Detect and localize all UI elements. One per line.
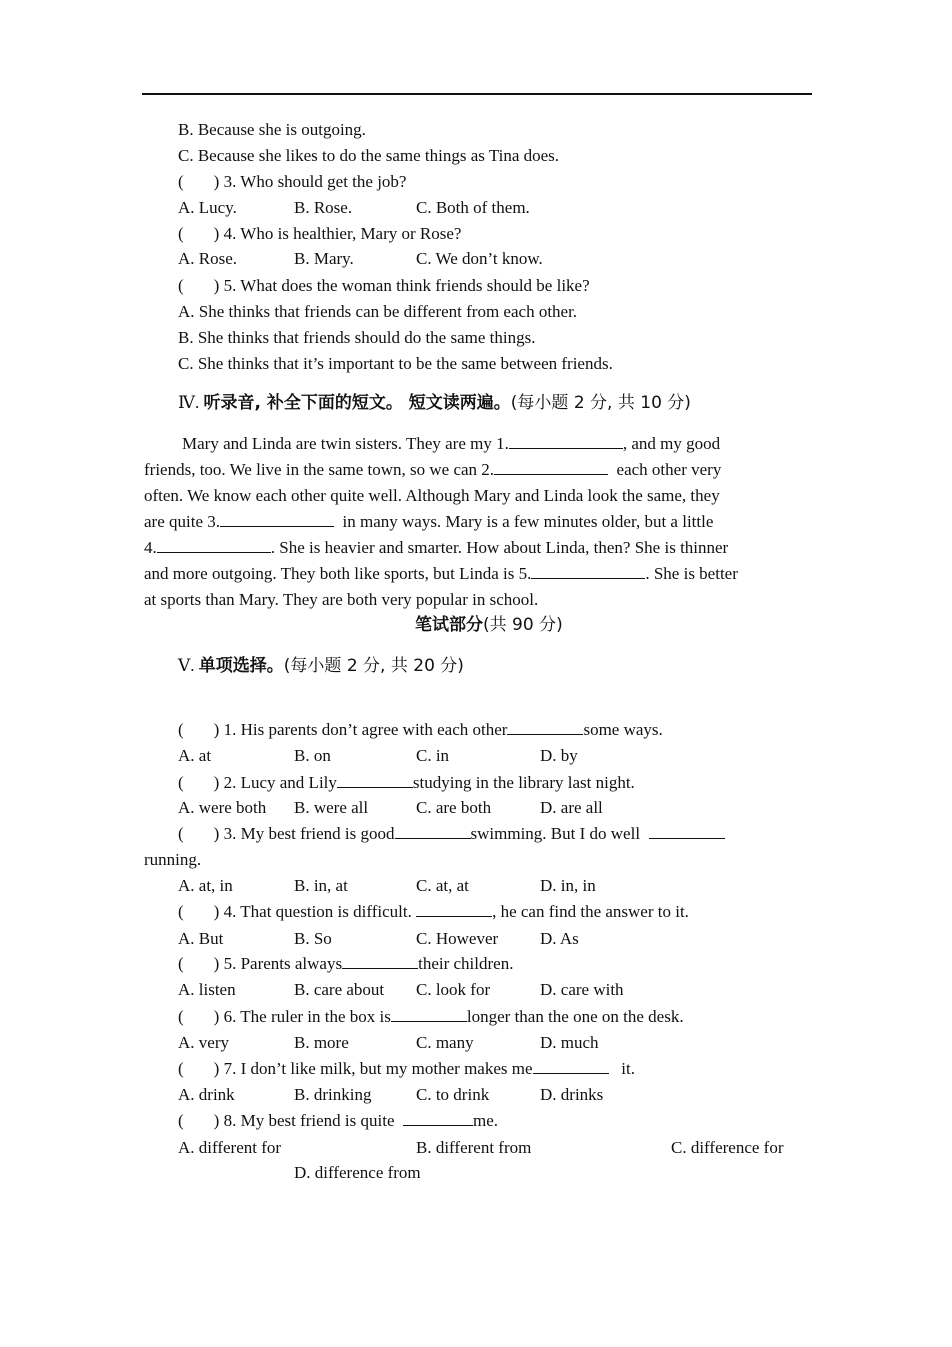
mc-q8-option-d: D. difference from xyxy=(294,1163,421,1182)
passage-line-2 xyxy=(144,459,721,481)
option-a: A. Rose. xyxy=(178,249,238,268)
option-a: A. But xyxy=(178,929,224,948)
question-stem: ) 4. That question is difficult. xyxy=(213,902,412,921)
passage-text: . She is heavier and smarter. How about Linda, then? She is thinner xyxy=(270,538,729,557)
section5-heading xyxy=(178,655,464,677)
passage-text: Mary and Linda are twin sisters. They are my 1. xyxy=(182,434,509,453)
option-d: D. As xyxy=(540,929,579,948)
option-a: A. listen xyxy=(178,980,236,999)
section-score: (每小题 2 分, 共 20 分) xyxy=(283,656,464,676)
passage-line-3: often. We know each other quite well. Although Mary and Linda look the same, they xyxy=(144,486,720,505)
written-part-score: (共 90 分) xyxy=(483,615,563,635)
passage-text: are quite 3. xyxy=(144,512,220,531)
passage-line-1 xyxy=(182,433,720,455)
written-part-heading xyxy=(415,614,563,636)
listening-q3 xyxy=(178,171,406,193)
answer-paren: ( xyxy=(178,1111,184,1130)
mc-q3 xyxy=(178,823,725,845)
header-rule xyxy=(142,93,812,95)
question-stem: studying in the library last night. xyxy=(412,773,635,792)
answer-blank[interactable] xyxy=(342,954,418,969)
option-b: B. on xyxy=(294,746,331,765)
answer-blank-2[interactable] xyxy=(494,460,608,475)
option-d: D. care with xyxy=(540,980,624,999)
question-stem: ) 5. What does the woman think friends should be like? xyxy=(213,276,590,295)
passage-text: in many ways. Mary is a few minutes older, but a little xyxy=(342,512,714,531)
option-d: D. are all xyxy=(540,798,603,817)
option-c: C. Both of them. xyxy=(416,198,530,217)
option-a: A. were both xyxy=(178,798,267,817)
option-d: D. drinks xyxy=(540,1085,604,1104)
mc-q4 xyxy=(178,901,689,923)
section-score: (每小题 2 分, 共 10 分) xyxy=(510,393,691,413)
question-stem: their children. xyxy=(418,954,514,973)
option-d: D. much xyxy=(540,1033,599,1052)
option-c: C. many xyxy=(416,1033,474,1052)
listening-q5-option-c: C. She thinks that it’s important to be the same between friends. xyxy=(178,354,613,373)
option-b: B. more xyxy=(294,1033,349,1052)
passage-text: 4. xyxy=(144,538,157,557)
option-b: B. drinking xyxy=(294,1085,372,1104)
answer-paren: ( xyxy=(178,1059,184,1078)
mc-q6 xyxy=(178,1006,684,1028)
listening-q5-option-a: A. She thinks that friends can be different from each other. xyxy=(178,302,578,321)
question-stem: ) 7. I don’t like milk, but my mother makes me xyxy=(213,1059,533,1078)
answer-blank-5[interactable] xyxy=(531,564,645,579)
q2-option-c: C. Because she likes to do the same things as Tina does. xyxy=(178,146,560,165)
passage-text: and more outgoing. They both like sports, but Linda is 5. xyxy=(144,564,532,583)
answer-paren: ( xyxy=(178,902,184,921)
question-stem: ) 1. His parents don’t agree with each other xyxy=(213,720,508,739)
q2-option-b: B. Because she is outgoing. xyxy=(178,120,366,139)
option-b: B. were all xyxy=(294,798,369,817)
mc-q5 xyxy=(178,953,513,975)
question-stem: , he can find the answer to it. xyxy=(492,902,689,921)
option-c: C. to drink xyxy=(416,1085,490,1104)
option-a: A. at xyxy=(178,746,212,765)
listening-q5 xyxy=(178,275,590,297)
passage-text: , and my good xyxy=(622,434,721,453)
option-c: C. in xyxy=(416,746,450,765)
answer-blank-1[interactable] xyxy=(509,434,623,449)
answer-paren: ( xyxy=(178,172,184,191)
option-c: C. However xyxy=(416,929,499,948)
answer-paren: ( xyxy=(178,824,184,843)
option-c: C. look for xyxy=(416,980,491,999)
answer-paren: ( xyxy=(178,1007,184,1026)
option-b: B. in, at xyxy=(294,876,348,895)
answer-paren: ( xyxy=(178,276,184,295)
answer-blank[interactable] xyxy=(395,824,471,839)
section4-heading xyxy=(178,392,691,414)
option-c: C. difference for xyxy=(671,1138,784,1157)
passage-text: . She is better xyxy=(645,564,738,583)
section-title: 单项选择。 xyxy=(198,656,284,676)
option-a: A. different for xyxy=(178,1138,282,1157)
answer-blank[interactable] xyxy=(337,773,413,788)
answer-blank-4[interactable] xyxy=(157,538,271,553)
mc-q8 xyxy=(178,1110,498,1132)
question-stem: ) 5. Parents always xyxy=(213,954,343,973)
answer-paren: ( xyxy=(178,954,184,973)
answer-paren: ( xyxy=(178,224,184,243)
answer-paren: ( xyxy=(178,720,184,739)
question-stem: swimming. But I do well xyxy=(470,824,641,843)
passage-text: friends, too. We live in the same town, so we can 2. xyxy=(144,460,495,479)
question-stem: ) 8. My best friend is quite xyxy=(213,1111,395,1130)
option-c: C. are both xyxy=(416,798,492,817)
option-a: A. drink xyxy=(178,1085,235,1104)
option-d: D. by xyxy=(540,746,578,765)
question-stem: ) 3. My best friend is good xyxy=(213,824,395,843)
option-b: B. Mary. xyxy=(294,249,354,268)
answer-blank[interactable] xyxy=(416,902,492,917)
written-part-title: 笔试部分 xyxy=(415,615,483,635)
question-stem: ) 2. Lucy and Lily xyxy=(213,773,337,792)
mc-q2 xyxy=(178,772,635,794)
question-stem: ) 4. Who is healthier, Mary or Rose? xyxy=(213,224,462,243)
answer-blank[interactable] xyxy=(649,824,725,839)
question-stem: ) 3. Who should get the job? xyxy=(213,172,407,191)
mc-q7 xyxy=(178,1058,635,1080)
section-number: Ⅴ. xyxy=(178,656,195,675)
answer-blank-3[interactable] xyxy=(220,512,334,527)
mc-q8-options xyxy=(178,1137,802,1159)
question-stem: longer than the one on the desk. xyxy=(466,1007,684,1026)
answer-blank[interactable] xyxy=(391,1007,467,1022)
option-b: B. care about xyxy=(294,980,385,999)
option-b: B. different from xyxy=(416,1138,532,1157)
passage-line-7: at sports than Mary. They are both very popular in school. xyxy=(144,590,539,609)
answer-blank[interactable] xyxy=(507,720,583,735)
answer-blank[interactable] xyxy=(403,1111,473,1126)
mc-q3-continued: running. xyxy=(144,850,202,869)
passage-text: each other very xyxy=(616,460,722,479)
option-d: D. in, in xyxy=(540,876,596,895)
passage-line-6 xyxy=(144,563,738,585)
section-number: Ⅳ. xyxy=(178,393,200,412)
question-stem: ) 6. The ruler in the box is xyxy=(213,1007,391,1026)
listening-q5-option-b: B. She thinks that friends should do the same things. xyxy=(178,328,536,347)
question-stem: some ways. xyxy=(583,720,663,739)
listening-q4 xyxy=(178,223,461,245)
answer-blank[interactable] xyxy=(533,1059,609,1074)
passage-line-5 xyxy=(144,537,728,559)
option-a: A. very xyxy=(178,1033,229,1052)
option-b: B. Rose. xyxy=(294,198,353,217)
section-title: 听录音, 补全下面的短文。 短文读两遍。 xyxy=(203,393,511,413)
option-b: B. So xyxy=(294,929,332,948)
passage-line-4 xyxy=(144,511,713,533)
option-c: C. at, at xyxy=(416,876,469,895)
mc-q1 xyxy=(178,719,663,741)
option-a: A. Lucy. xyxy=(178,198,237,217)
question-stem: it. xyxy=(621,1059,635,1078)
option-c: C. We don’t know. xyxy=(416,249,543,268)
answer-paren: ( xyxy=(178,773,184,792)
option-a: A. at, in xyxy=(178,876,233,895)
question-stem: me. xyxy=(473,1111,499,1130)
